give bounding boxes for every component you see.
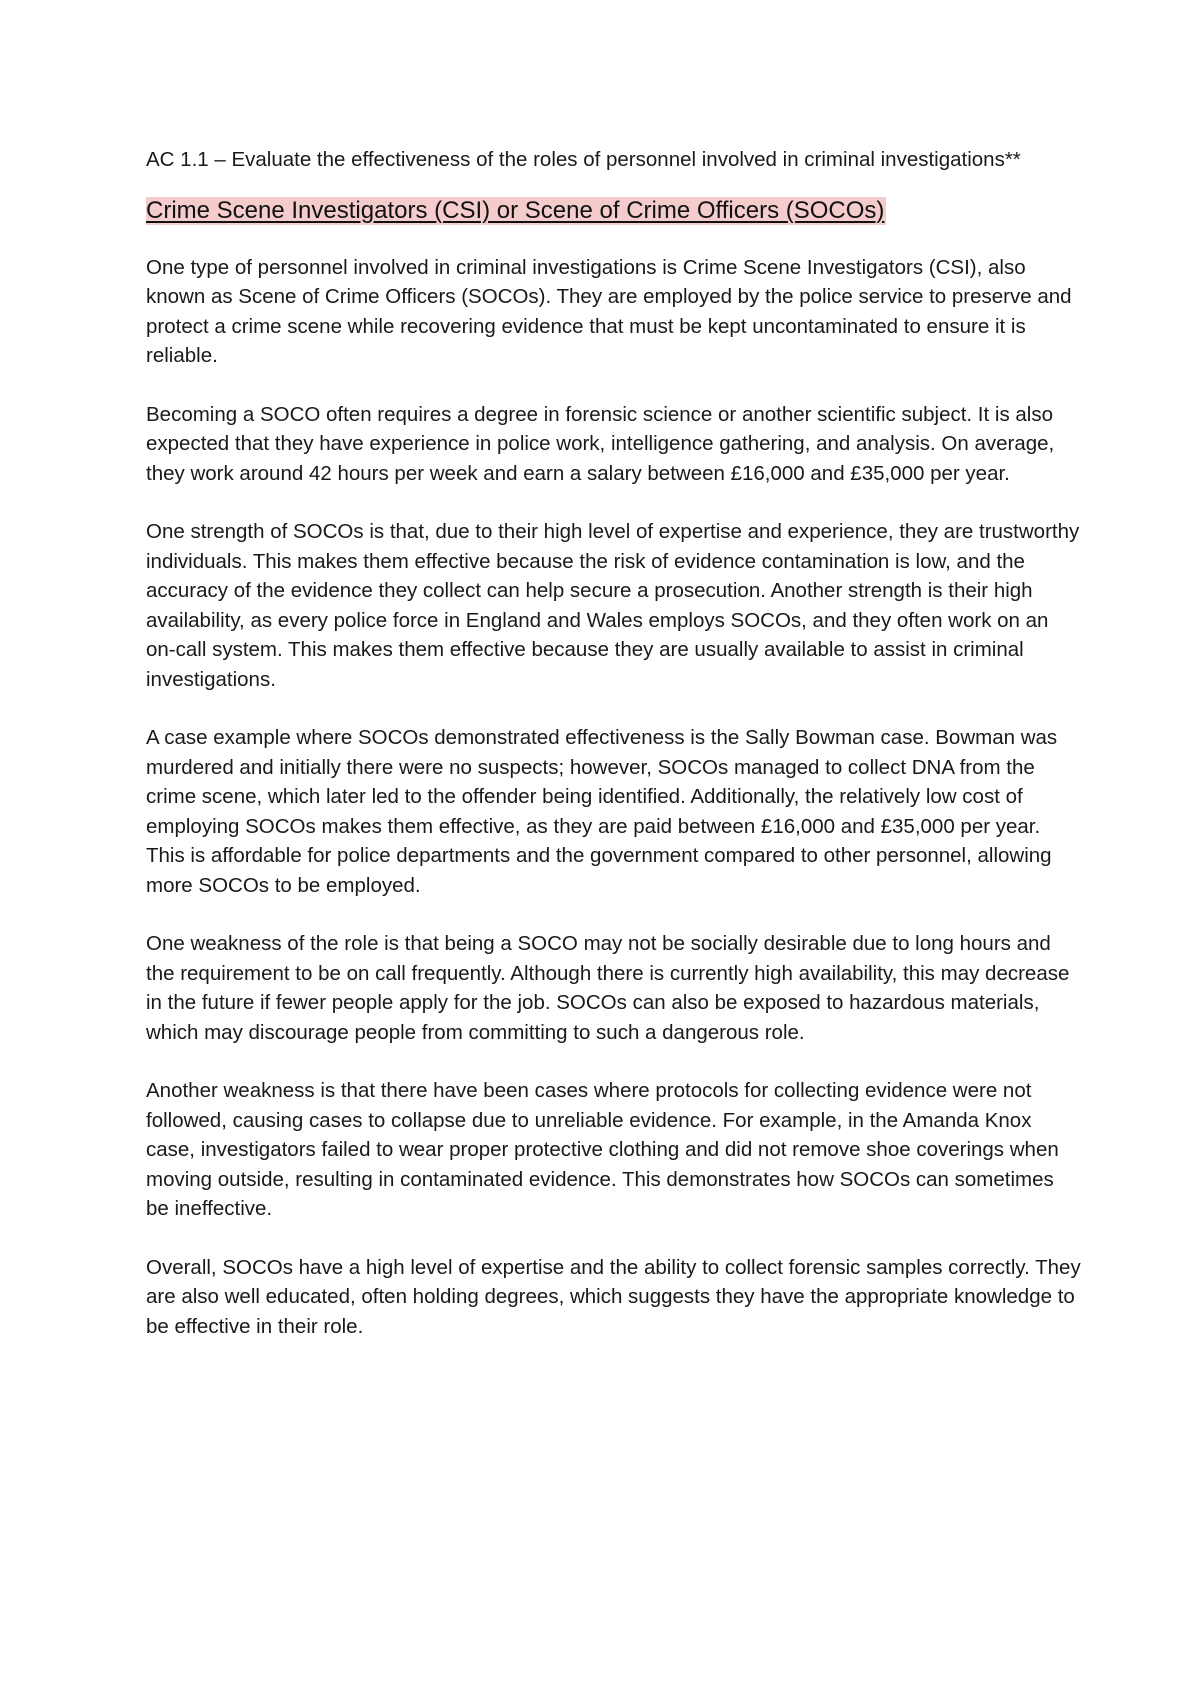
paragraph-intro: One type of personnel involved in criminal investigations is Crime Scene Investigators (CSI), also known as Scene of Crime Officers (SOCOs). They are employed by the police service to preserve and protect a crime scene while recovering evidence that must be kept uncontaminated to ensure it is reliable. — [146, 255, 1072, 367]
paragraph-conclusion: Overall, SOCOs have a high level of expertise and the ability to collect forensic samples correctly. They are also well educated, often holding degrees, which suggests they have the appropriate knowledge to be effective in their role. — [146, 1255, 1081, 1338]
paragraph-weakness-one: One weakness of the role is that being a SOCO may not be socially desirable due to long hours and the requirement to be on call frequently. Although there is currently high availability, this may decrease in the future if fewer people apply for the job. SOCOs can also be exposed to hazardous materials, which may discourage people from committing to such a dangerous role. — [146, 932, 1070, 1044]
document-body — [146, 145, 1081, 1370]
paragraph-weakness-two: Another weakness is that there have been cases where protocols for collecting evidence were not followed, causing cases to collapse due to unreliable evidence. For example, in the Amanda Knox case, investigators failed to wear proper protective clothing and did not remove shoe coverings when moving outside, resulting in contaminated evidence. This demonstrates how SOCOs can sometimes be ineffective. — [146, 1079, 1059, 1220]
paragraph-case-example: A case example where SOCOs demonstrated effectiveness is the Sally Bowman case. Bowman was murdered and initially there were no suspects; however, SOCOs managed to collect DNA from the crime scene, which later led to the offender being identified. Additionally, the relatively low cost of employing SOCOs makes them effective, as they are paid between £16,000 and £35,000 per year. This is affordable for police departments and the government compared to other personnel, allowing more SOCOs to be employed. — [146, 726, 1058, 897]
paragraph-strengths: One strength of SOCOs is that, due to their high level of expertise and experience, they are trustworthy individuals. This makes them effective because the risk of evidence contamination is low, and the accuracy of the evidence they collect can help secure a prosecution. Another strength is their high availability, as every police force in England and Wales employs SOCOs, and they often work on an on-call system. This makes them effective because they are usually available to assist in criminal investigations. — [146, 520, 1080, 691]
section-title-text: Crime Scene Investigators (CSI) or Scene of Crime Officers (SOCOs) — [146, 196, 885, 224]
paragraph-requirements: Becoming a SOCO often requires a degree in forensic science or another scientific subject. It is also expected that they have experience in police work, intelligence gathering, and analysis. On average, they work around 42 hours per week and earn a salary between £16,000 and £35,000 per year. — [146, 402, 1055, 485]
assignment-heading: AC 1.1 – Evaluate the effectiveness of the roles of personnel involved in criminal investigations** — [146, 148, 1021, 171]
section-title — [146, 195, 1081, 227]
